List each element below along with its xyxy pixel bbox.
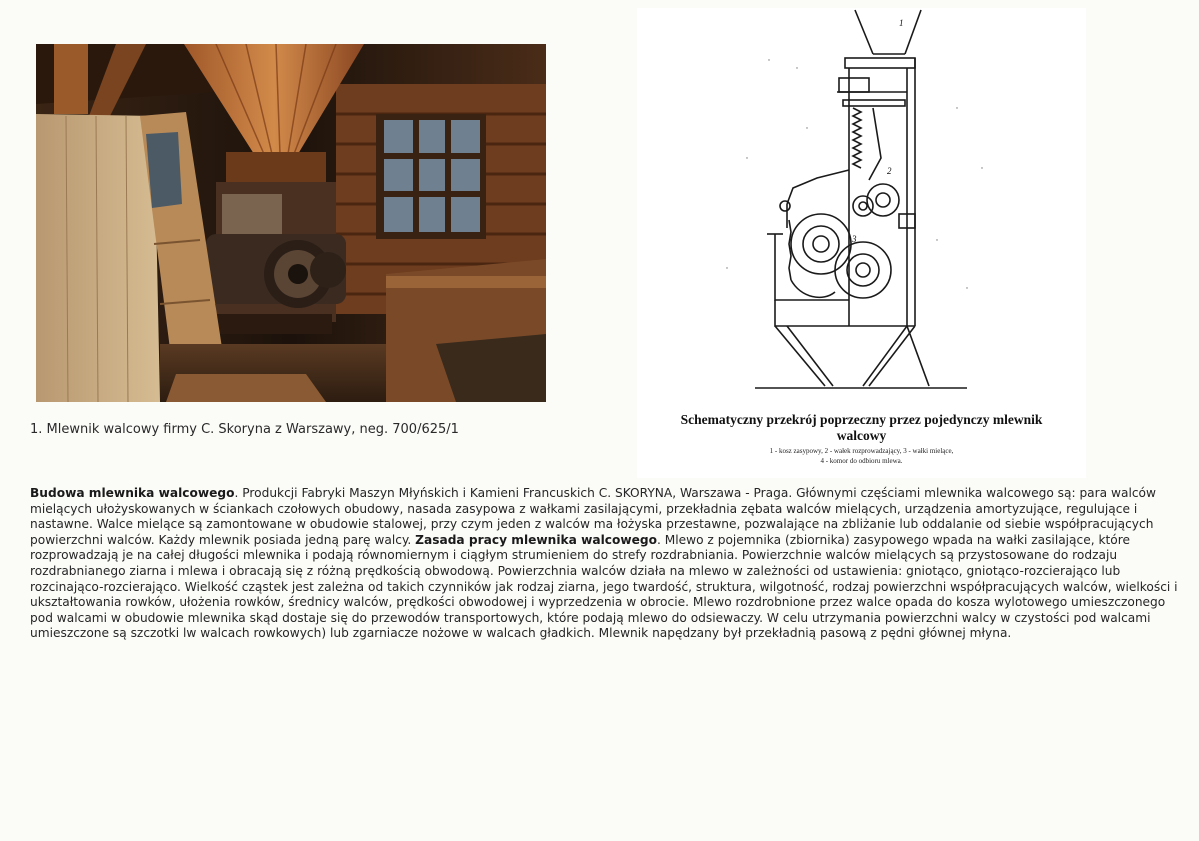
roller-mill-cross-section-drawing (637, 8, 1086, 408)
schematic-label-3: 3 (852, 234, 857, 244)
schematic-title (637, 412, 1086, 444)
schematic-legend-line2: 4 - komor do odbioru mlewa. (820, 457, 903, 465)
heading-budowa: Budowa mlewnika walcowego (30, 486, 235, 500)
schematic-label-1: 1 (899, 18, 904, 28)
schematic-title-line1: Schematyczny przekrój poprzeczny przez pojedynczy mlewnik (680, 412, 1043, 427)
description-paragraph (30, 486, 1180, 642)
schematic-legend-line1: 1 - kosz zasypowy, 2 - wałek rozprowadzający, 3 - wałki mielące, (769, 447, 954, 455)
photo-caption: 1. Mlewnik walcowy firmy C. Skoryna z Warszawy, neg. 700/625/1 (30, 422, 459, 437)
schematic-label-2: 2 (887, 166, 892, 176)
schematic-title-line2: walcowy (836, 428, 887, 443)
heading-zasada: Zasada pracy mlewnika walcowego (415, 532, 657, 547)
mill-photo (36, 44, 546, 402)
schematic-panel (637, 8, 1086, 478)
text-zasada: . Mlewo z pojemnika (zbiornika) zasypowego wpada na wałki zasilające, które rozprowadzają je na całej długości mlewnika i podają równomiernym i ciągłym strumieniem do strefy rozdrabniania. Powierzchnie walców mielących są przystosowane do rodzaju rozdrabnianego ziarna i mlewa i obracają się z różną prędkością obwodową. Powierzchnia walców działa na mlewo w zależności od ustawienia: gniotąco, gniotąco-rozcierająco lub rozcinająco-rozcierająco. Wielkość cząstek jest zależna od takich czynników jak rodzaj ziarna, jego twardość, struktura, wilgotność, rodzaj powierzchni współpracujących walców, wielkości i ukształtowania rowków, ułożenia rowków, średnicy walców, prędkości obwodowej i wyprzedzenia w obrocie. Mlewo rozdrobnione przez walce opada do kosza wylotowego umieszczonego pod walcami w obudowie mlewnika skąd dostaje się do przewodów transportowych, które podają mlewo do odsiewaczy. W celu utrzymania powierzchni walcy w czystości pod walcami umieszczone są szczotki lw walcach rowkowych) lub zgarniacze nożowe w walcach gładkich. Mlewnik napędzany był przekładnią pasową z pędni głównej młyna. (30, 532, 1178, 641)
schematic-legend (637, 446, 1086, 466)
text-budowa: . Produkcji Fabryki Maszyn Młyńskich i Kamieni Francuskich C. SKORYNA, Warszawa - Praga. Głównymi częściami mlewnika walcowego są: para walców mielących ułożyskowanych w ściankach czołowych obudowy, nasada zasypowa z wałkami zasilającymi, przekładnia zębata walców mielących, urządzenia amortyzujące, regulujące i nastawne. Walce mielące są zamontowane w obudowie stalowej, przy czym jeden z walców ma łożyska przestawne, pozwalające na zbliżanie lub oddalanie od siebie współpracujących powierzchni walców. Każdy mlewnik posiada jedną parę walcy. (30, 486, 1156, 547)
mill-photo-image (36, 44, 546, 402)
